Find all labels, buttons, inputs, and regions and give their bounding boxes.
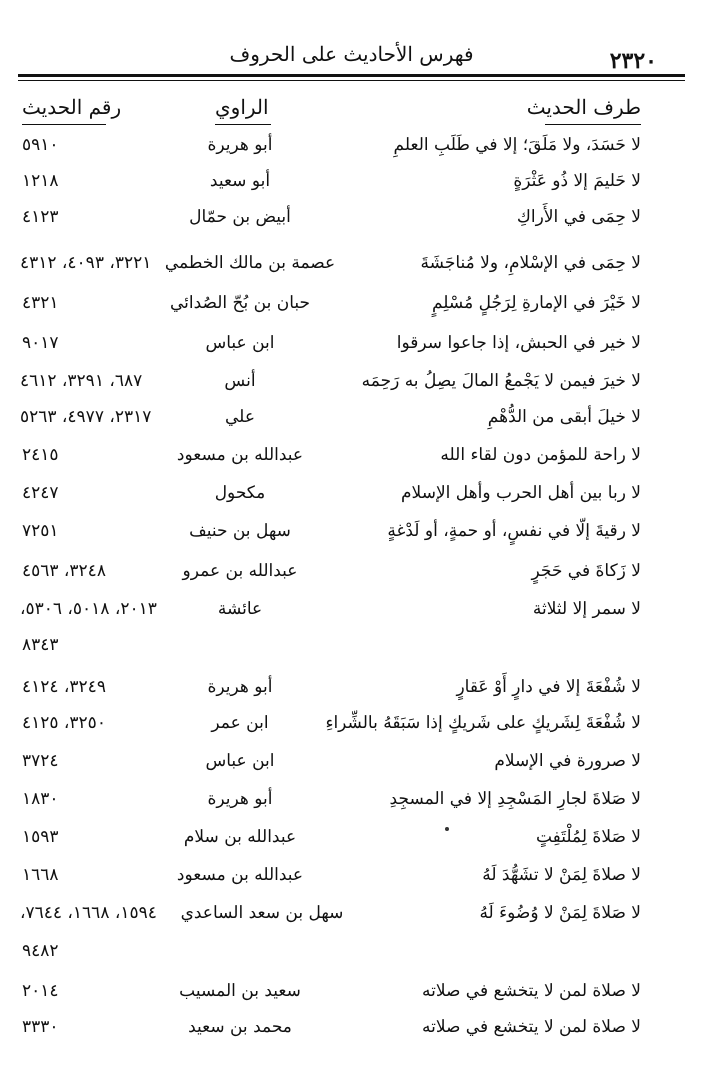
hadith-text: لا صَلاةَ لِمُلْتَفِتٍ (535, 827, 641, 847)
hadith-text: لا شُفْعَةَ إلا في دارٍ أَوْ عَقارٍ (456, 677, 641, 697)
hadith-number: ٥٩١٠ (22, 135, 59, 155)
narrator: مكحول (214, 483, 266, 503)
hadith-text: لا شُفْعَةَ لِشَريكٍ على شَريكٍ إذا سَبَقَهُ بالشِّراءِ (325, 713, 641, 733)
hadith-number: ٢٠١٤ (22, 981, 59, 1001)
hadith-text: لا صلاة لمن لا يتخشع في صلاته (421, 1017, 641, 1037)
hadith-text: لا صرورة في الإسلام (494, 751, 641, 771)
hadith-text: لا ربا بين أهل الحرب وأهل الإسلام (401, 483, 641, 503)
table-row (0, 903, 703, 939)
table-row (0, 445, 703, 481)
hadith-text: لا سمر إلا لثلاثة (532, 599, 641, 619)
ink-speck (445, 827, 449, 831)
table-row (0, 713, 703, 749)
hadith-number: ١٢١٨ (22, 171, 59, 191)
hadith-number: ٣٢٤٩، ٤١٢٤ (22, 677, 106, 697)
hadith-number: ٢٣١٧، ٤٩٧٧، ٥٢٦٣ (20, 407, 152, 427)
hadith-text: لا حِمَى في الأَراكِ (516, 207, 641, 227)
table-row (0, 521, 703, 557)
hadith-number: ٢٠١٣، ٥٠١٨، ٥٣٠٦، (20, 599, 157, 619)
table-row (0, 827, 703, 863)
hadith-number: ١٨٣٠ (22, 789, 59, 809)
hadith-number: ٦٨٧، ٣٢٩١، ٤٦١٢ (20, 371, 143, 391)
hadith-number-continuation: ٩٤٨٢ (22, 941, 59, 961)
hadith-text: لا صلاةَ لِمَنْ لا تشَهُّدَ لَهُ (482, 865, 641, 885)
narrator: أبو سعيد (209, 171, 271, 191)
table-row (0, 371, 703, 407)
column-header-number: رقم الحديث (22, 95, 122, 119)
narrator: عبدالله بن عمرو (182, 561, 298, 581)
table-row (0, 751, 703, 787)
header-rule-thick (18, 74, 685, 77)
narrator: ابن عباس (205, 751, 275, 771)
table-row (0, 407, 703, 443)
narrator: أبو هريرة (207, 789, 273, 809)
narrator: عائشة (217, 599, 263, 619)
hadith-text: لا خير في الحبش، إذا جاعوا سرقوا (396, 333, 641, 353)
header-rule-thin (18, 80, 685, 81)
narrator: ابن عباس (205, 333, 275, 353)
narrator: أبيض بن حمّال (189, 207, 291, 227)
hadith-text: لا خَيْرَ في الإمارةِ لِرَجُلٍ مُسْلِمٍ (431, 293, 641, 313)
narrator: سعيد بن المسيب (179, 981, 301, 1001)
narrator: محمد بن سعيد (188, 1017, 292, 1037)
narrator: أنس (224, 371, 256, 391)
hadith-number: ٧٢٥١ (22, 521, 59, 541)
table-row (0, 561, 703, 597)
hadith-number: ٣٢٤٨، ٤٥٦٣ (22, 561, 106, 581)
hadith-text: لا خيرَ فيمن لا يَجْمعُ المالَ يصِلُ به رَحِمَه (361, 371, 641, 391)
column-header-rawi-underline (215, 124, 271, 125)
table-row (0, 865, 703, 901)
column-header-text: طرف الحديث (526, 95, 641, 119)
narrator: حبان بن بُحّ الصُدائي (169, 293, 311, 313)
hadith-number: ٣٣٣٠ (22, 1017, 59, 1037)
hadith-number: ٤٢٤٧ (22, 483, 59, 503)
table-row (0, 207, 703, 243)
page-number: ٢٣٢٠ (609, 48, 657, 74)
hadith-text: لا صَلاةَ لجارِ المَسْجِدِ إلا في المسجِدِ (389, 789, 641, 809)
hadith-number: ٩٠١٧ (22, 333, 59, 353)
hadith-number: ٣٢٢١، ٤٠٩٣، ٤٣١٢ (20, 253, 152, 273)
narrator: ابن عمر (211, 713, 269, 733)
hadith-text: لا صلاة لمن لا يتخشع في صلاته (421, 981, 641, 1001)
table-row (0, 171, 703, 207)
table-row (0, 483, 703, 519)
hadith-number: ١٦٦٨ (22, 865, 59, 885)
table-row (0, 1017, 703, 1053)
narrator: عبدالله بن سلام (183, 827, 297, 847)
narrator: أبو هريرة (207, 677, 273, 697)
hadith-number: ٤١٢٣ (22, 207, 59, 227)
table-row (0, 677, 703, 713)
narrator: عصمة بن مالك الخطمي (164, 253, 336, 273)
hadith-number: ٣٧٢٤ (22, 751, 59, 771)
narrator: عبدالله بن مسعود (176, 445, 304, 465)
narrator: عبدالله بن مسعود (176, 865, 304, 885)
hadith-number: ١٥٩٣ (22, 827, 59, 847)
hadith-number: ٣٢٥٠، ٤١٢٥ (22, 713, 106, 733)
hadith-number-continuation: ٨٣٤٣ (22, 635, 59, 655)
table-row (0, 333, 703, 369)
running-title: فهرس الأحاديث على الحروف (229, 42, 474, 66)
narrator: سهل بن سعد الساعدي (180, 903, 344, 923)
hadith-text: لا حِمَى في الإسْلامِ، ولا مُناجَشَةَ (420, 253, 641, 273)
hadith-number: ٢٤١٥ (22, 445, 59, 465)
narrator: سهل بن حنيف (189, 521, 291, 541)
hadith-text: لا صَلاةَ لِمَنْ لا وُضُوءَ لَهُ (479, 903, 641, 923)
table-row (0, 789, 703, 825)
hadith-text: لا زَكاةَ في حَجَرٍ (531, 561, 641, 581)
narrator: علي (225, 407, 255, 427)
column-header-number-underline (22, 124, 106, 125)
hadith-text: لا راحة للمؤمن دون لقاء الله (440, 445, 641, 465)
column-header-rawi: الراوي (215, 95, 269, 119)
page-header (18, 38, 685, 78)
hadith-text: لا حَليمَ إلا ذُو عَثْرَةٍ (513, 171, 641, 191)
hadith-number: ٤٣٢١ (22, 293, 59, 313)
narrator: أبو هريرة (207, 135, 273, 155)
table-row (0, 135, 703, 171)
table-row (0, 293, 703, 329)
table-row (0, 599, 703, 635)
hadith-text: لا خيلَ أبقى من الدُّهْمِ (487, 407, 641, 427)
hadith-number: ١٥٩٤، ١٦٦٨، ٧٦٤٤، (20, 903, 157, 923)
table-row (0, 981, 703, 1017)
hadith-text: لا رقيةَ إلّا في نفسٍ، أو حمةٍ، أو لَدْغةٍ (387, 521, 641, 541)
hadith-text: لا حَسَدَ، ولا مَلَقَ؛ إلا في طَلَبِ العلمِ (393, 135, 641, 155)
table-row (0, 253, 703, 289)
column-header-text-underline (545, 124, 641, 125)
